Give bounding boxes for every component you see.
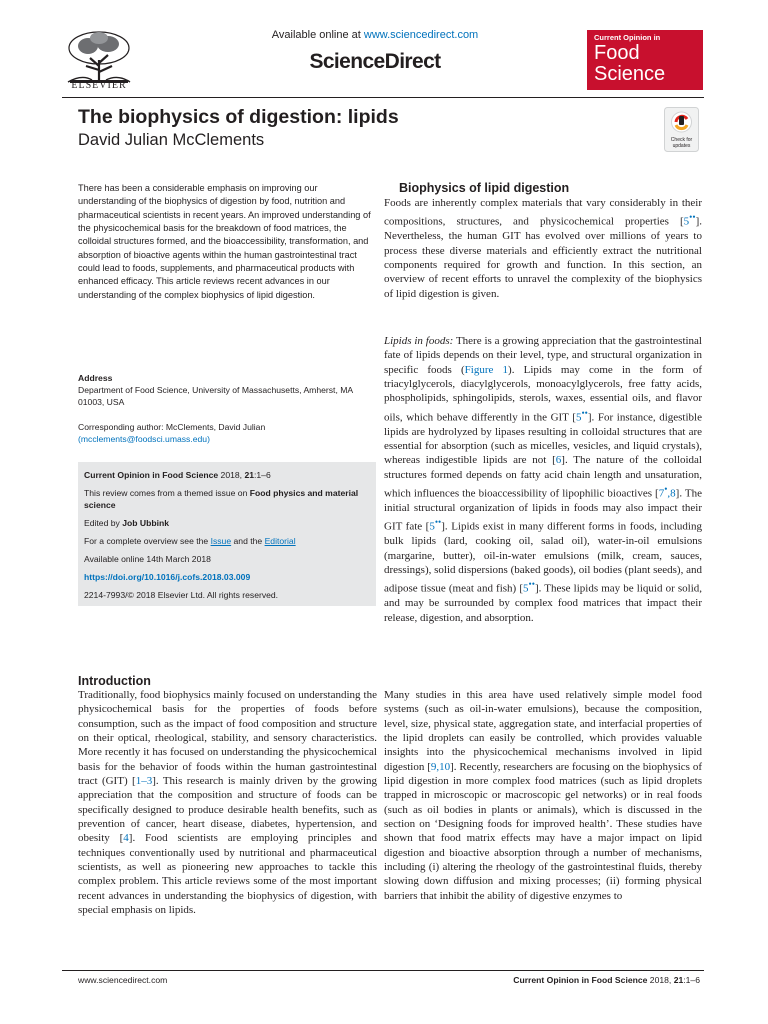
ref-link[interactable]: 9,10: [430, 760, 451, 773]
overview-text-1: For a complete overview see the: [84, 536, 211, 546]
ref-link[interactable]: 6: [555, 454, 562, 467]
overview-line: [84, 535, 370, 547]
lipids-text-3: ]. For instance, digestible lipids are hydrolyzed by lipases resulting in colloidal structures that are essential for absorption (such as micelles, vesicles, and liquid crystals), whereas indigestible lipids are not [: [384, 411, 702, 467]
themed-issue-name: Food physics and material science: [84, 488, 359, 510]
ref-link[interactable]: 5: [429, 521, 435, 534]
doi-link[interactable]: https://doi.org/10.1016/j.cofs.2018.03.009: [84, 572, 251, 582]
biophysics-paragraph: [384, 196, 702, 301]
themed-issue-prefix: This review comes from a themed issue on: [84, 488, 250, 498]
ref-link[interactable]: 5: [575, 411, 582, 424]
footer-year: 2018,: [647, 975, 674, 985]
article-author: David Julian McClements: [78, 131, 265, 149]
citation-year: 2018,: [218, 470, 245, 480]
address-heading: Address: [78, 373, 113, 383]
available-online-line: [210, 29, 540, 41]
issue-link[interactable]: Issue: [210, 536, 232, 546]
badge-text-2: updates: [672, 143, 691, 149]
ref-importance-marker: •: [664, 484, 668, 495]
ref-importance-marker: ••: [689, 212, 696, 223]
intro-text-3: ]. Food scientists are employing principles and techniques conventionally used by nutritional and pharmaceutical scientists, as well as pioneering new approaches to tackle this complex problem. This article reviews some of the most important recent advances in understanding the biophysics of digestion, with special emphasis on lipids.: [78, 832, 377, 917]
copyright-line: 2214-7993/© 2018 Elsevier Ltd. All rights reserved.: [84, 590, 279, 600]
intro-text-1: Traditionally, food biophysics mainly focused on understanding the physicochemical basis for the properties of foods before consumption, such as the impact of food composition and structure on their optical, rheological, stability, and sensory characteristics. More recently it has focused on understanding the physicochemical basis for the behavior of foods within the human gastrointestinal tract (GIT) [: [78, 689, 377, 788]
journal-name: Current Opinion in Food Science: [84, 470, 219, 480]
lipids-in-foods-paragraph: [384, 334, 702, 625]
lipids-text-1: There is a growing appreciation that the gastrointestinal fate of lipids depends on their level, type, and structural organization in specific foods (: [384, 335, 702, 376]
many-text-2: ]. Recently, researchers are focusing on the biophysics of lipid digestion in more complex food matrices (such as lipid droplets trapped in microscopic or macroscopic gel networks) or in real foods (such as oil bodies in plants or animals), which is discussed in the section on ‘Designing foods for improved health’. These studies have shown that food matrix effects may have a major impact on lipid digestion and bioactive absorption through a number of mechanisms, including (i) altering the rheology of the gastrointestinal fluids, thereby slowing down diffusion and mixing processes; (ii) forming physical barriers that inhibit the ability of digestive enzymes to: [384, 760, 702, 902]
author-email-link[interactable]: (mcclements@foodsci.umass.edu): [78, 434, 210, 444]
publisher-name: ELSEVIER: [71, 80, 127, 91]
journal-cover-small: Current Opinion in: [594, 33, 661, 42]
available-online-date: Available online 14th March 2018: [84, 554, 211, 564]
lipids-lead-in: Lipids in foods:: [384, 335, 454, 347]
themed-issue-line: [84, 487, 370, 511]
abstract: There has been a considerable emphasis on improving our understanding of the biophysics of digestion by food, nutrition and pharmaceutical scientists in recent years. An improved understanding of the physicochemical basis for the breakdown of food matrices, the colloidal structures formed, and the bioaccessibility, transformation, and absorption of bioactive agents within the human gastrointestinal tract could lead to foods, supplements, and pharmaceutical products with enhanced efficacy. This article reviews recent advances in our understanding of the complex biophysics of lipid digestion.: [78, 183, 371, 300]
overview-text-2: and the: [231, 536, 265, 546]
journal-cover-logo: [587, 30, 703, 90]
sciencedirect-link[interactable]: www.sciencedirect.com: [363, 29, 479, 41]
ref-importance-marker: ••: [528, 579, 535, 590]
ref-importance-marker: ••: [434, 517, 442, 528]
sciencedirect-wordmark: ScienceDirect: [309, 50, 441, 73]
edited-by-prefix: Edited by: [84, 518, 123, 528]
ref-link[interactable]: 1–3: [135, 775, 153, 788]
figure-link[interactable]: Figure 1: [464, 363, 509, 376]
introduction-paragraph: [78, 688, 377, 918]
model-systems-paragraph: [384, 688, 702, 903]
footer-journal-name: Current Opinion in Food Science: [513, 975, 648, 985]
ref-link[interactable]: ,8: [667, 487, 676, 500]
editorial-link[interactable]: Editorial: [264, 536, 296, 546]
journal-cover-line1: Food: [594, 42, 640, 64]
corresponding-author: [78, 421, 378, 445]
citation-volume: 21: [244, 470, 255, 480]
footer-pages: :1–6: [683, 975, 700, 985]
footer-citation: [460, 975, 700, 985]
bio-text-2: ]. Nevertheless, the human GIT has evolved over millions of years to process these diverse materials and efficiently extract the nutritional components required for growth and function. In this section, an overview of recent efforts to unravel the complexity of the biophysics of lipid digestion is given.: [384, 216, 702, 300]
ref-link[interactable]: 4: [123, 832, 129, 845]
citation-pages: :1–6: [254, 470, 271, 480]
introduction-heading: Introduction: [78, 674, 151, 688]
edited-by-line: [84, 517, 370, 529]
corresponding-author-label: Corresponding author: McClements, David Julian: [78, 422, 266, 432]
lipids-text-4: ]. The nature of the colloidal structures formed depends on fatty acid chain length and unsaturation, which influences the bioaccessibility of lipophilic bioactives [: [384, 454, 702, 500]
article-title: The biophysics of digestion: lipids: [78, 106, 399, 128]
footer-divider: [62, 970, 704, 971]
check-for-updates-badge[interactable]: [664, 107, 699, 152]
lipids-text-2: ). Lipids may come in the form of triacylglycerols, diacylglycerols, monoacylglycerols, free fatty acids, phospholipids, sphingolipids, sterols, waxes, essential oils, and flavor oils, which behave differently in the GIT [: [384, 363, 702, 424]
footer-volume: 21: [673, 975, 684, 985]
intro-text-2: ]. This research is mainly driven by the growing appreciation that the composition and structure of foods can be specifically designed to produce desirable health benefits, such as prevention of cancer, heart disease, diabetes, hypertension, and obesity [: [78, 775, 377, 845]
ref-link[interactable]: 7: [658, 487, 665, 500]
lipids-text-5: ]. The initial structural organization of lipids in foods may also impact their GIT fate [: [384, 487, 702, 534]
ref-importance-marker: ••: [581, 407, 588, 418]
bio-text-1: Foods are inherently complex materials that vary considerably in their compositions, structures, and physicochemical properties [: [384, 197, 702, 228]
header-divider: [62, 97, 704, 98]
footer-website-link[interactable]: www.sciencedirect.com: [78, 975, 168, 985]
address-text: Department of Food Science, University of Massachusetts, Amherst, MA 01003, USA: [78, 385, 353, 407]
article-info-box: [78, 462, 376, 606]
section-heading-biophysics: Biophysics of lipid digestion: [399, 181, 570, 195]
editor-name: Job Ubbink: [122, 518, 170, 528]
available-label: Available online at: [271, 29, 364, 41]
citation-line: [84, 469, 370, 481]
lipids-text-7: ]. These lipids may be liquid or solid, and may be surrounded by complex food matrices that impact their release, digestion, and absorption.: [384, 583, 702, 624]
ref-link[interactable]: 5: [683, 216, 690, 228]
many-text-1: Many studies in this area have used relatively simple model food systems (such as oil-in-water emulsions), because the composition, level, size, physical state, aggregation state, and interfacial properties of the lipid droplets can easily be controlled, which provides valuable insights into the physicochemical mechanisms involved in lipid digestion [: [384, 689, 702, 773]
journal-cover-line2: Science: [594, 63, 666, 85]
badge-text-1: Check for: [670, 137, 693, 143]
ref-link[interactable]: 5: [523, 583, 529, 596]
lipids-text-6: ]. Lipids exist in many different forms in foods, including bulk lipids (lard, cooking oil, salad oil), water-in-oil emulsions (margarine, butter), oil-in-water emulsions (milk, cream, sauces, dressings), solid dispersions (baked goods), oil bodies (plant seeds), and adipose tissue (meat and fish) [: [384, 521, 702, 596]
